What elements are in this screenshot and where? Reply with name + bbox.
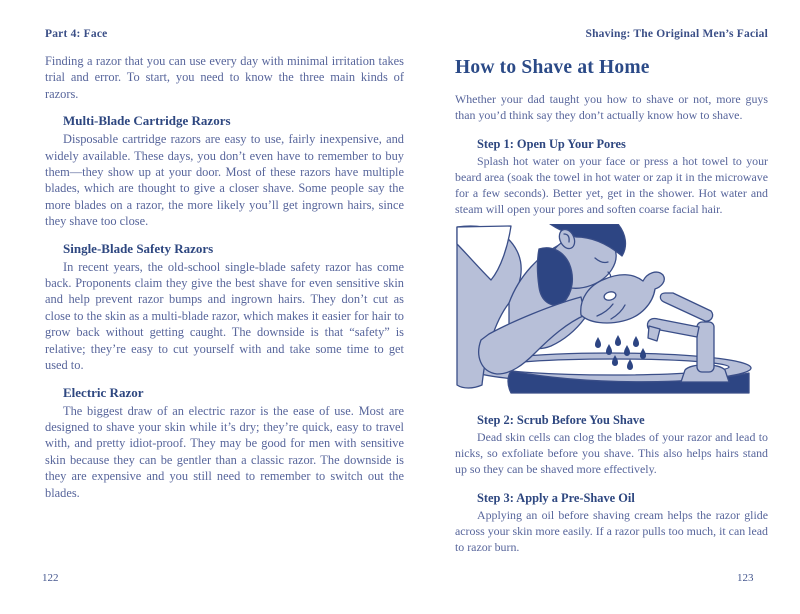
page-number-left: 122 [42, 572, 59, 584]
section-heading-single-blade: Single-Blade Safety Razors [63, 240, 214, 256]
step-1-body: Splash hot water on your face or press a hot towel to your beard area (soak the towel in hot water or zap it in the microwave for a few seconds). Better yet, get in the shower. Hot water and steam will open your pores and soften coarse facial hair. [455, 153, 768, 216]
left-intro-paragraph: Finding a razor that you can use every day with minimal irritation takes trial and error. To start, you need to know the three main kinds of razors. [45, 54, 404, 101]
page-number-right: 123 [737, 572, 754, 584]
chapter-title: How to Shave at Home [455, 57, 650, 78]
section-heading-multi-blade: Multi-Blade Cartridge Razors [63, 113, 231, 129]
right-intro-paragraph: Whether your dad taught you how to shave or not, more guys than you’d think say they don’t actually know how to shave. [455, 92, 768, 122]
step-3-heading: Step 3: Apply a Pre-Shave Oil [477, 491, 635, 506]
step-1-heading: Step 1: Open Up Your Pores [477, 136, 626, 151]
shaving-illustration [455, 224, 768, 400]
right-page [455, 28, 768, 556]
section-body-electric: The biggest draw of an electric razor is the ease of use. Most are designed to shave your skin while it’s dry; they’re quick, easy to travel with, and pretty idiot-proof. They may be good for men with sensitive skin because they can be gentler than a classic razor. The downside is they are expensive and you still need to remember to switch out the blades. [45, 403, 404, 500]
step-2-heading: Step 2: Scrub Before You Shave [477, 413, 645, 428]
step-2-body: Dead skin cells can clog the blades of your razor and lead to nicks, so exfoliate before you shave. This also helps hairs stand up so they can be shaved more effectively. [455, 430, 768, 477]
step-3-body: Applying an oil before shaving cream helps the razor glide across your skin more easily. If a razor pulls too much, it can lead to razor burn. [455, 508, 768, 554]
running-head-left: Part 4: Face [45, 28, 108, 40]
left-page [45, 28, 404, 501]
section-body-multi-blade: Disposable cartridge razors are easy to use, fairly inexpensive, and widely available. These days, you don’t even have to remember to buy them—they show up at your door. Most of these razors have multiple blades, which are thought to give a closer shave. Some people say the more blades on a razor, the more likely you’ll get ingrown hairs, since they shave too close. [45, 132, 404, 229]
running-head-right: Shaving: The Original Men’s Facial [585, 28, 768, 40]
section-body-single-blade: In recent years, the old-school single-blade safety razor has come back. Proponents claim they give the best shave for even sensitive skin and help prevent razor bumps and ingrown hairs. They don’t cut as close to the skin as a multi-blade razor, which makes it easier for hair to grow back without getting caught. The downside is that “safety” is relative; they’re easy to cut yourself with and take some time to get used to. [45, 259, 404, 373]
section-heading-electric: Electric Razor [63, 384, 144, 400]
